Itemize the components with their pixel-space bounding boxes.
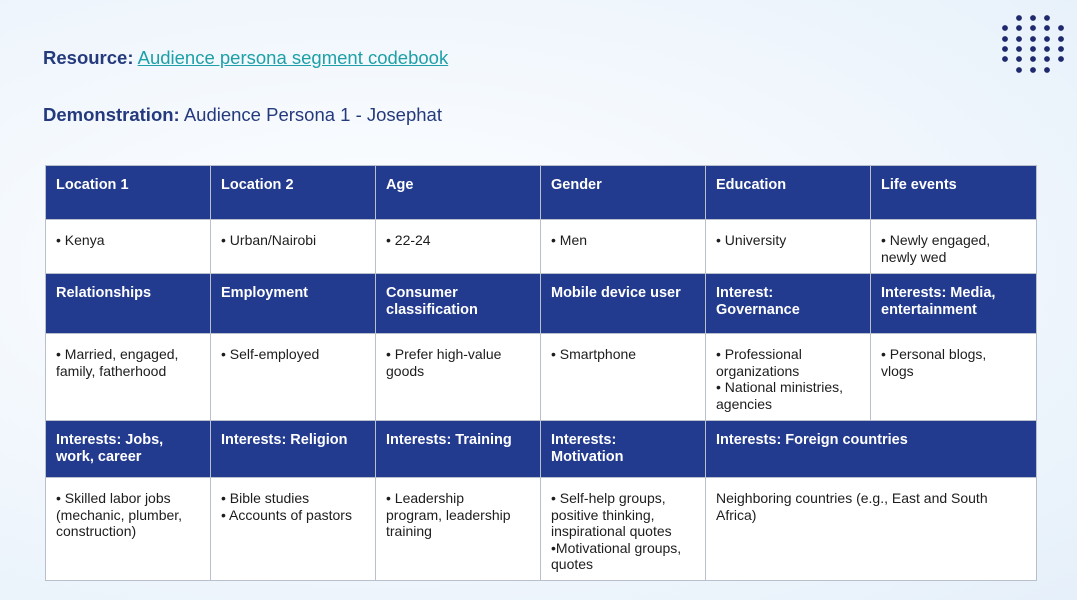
cell-line: training: [386, 523, 432, 539]
logo-dot: [1044, 36, 1050, 42]
cell-line: • Bible studies: [221, 490, 310, 506]
logo-dot: [1016, 46, 1022, 52]
cell-line: Mobile device user: [551, 285, 681, 301]
cell-line: • Married, engaged,: [56, 346, 179, 362]
dot-grid-logo-icon: [1001, 13, 1065, 75]
cell-line: Interests: Jobs,: [56, 432, 164, 448]
cell-line: Consumer: [386, 285, 458, 301]
cell-line: Interests: Training: [386, 432, 512, 448]
cell-line: (mechanic, plumber,: [56, 506, 183, 523]
cell-line: entertainment: [881, 301, 977, 318]
logo-dot: [1016, 56, 1022, 62]
logo-dot: [1044, 46, 1050, 52]
header-cell: Education: [706, 166, 871, 220]
cell-line: quotes: [551, 556, 594, 572]
cell-line: Interests: Religion: [221, 432, 348, 448]
logo-dot: [1030, 36, 1036, 42]
cell-line: • National ministries,: [716, 379, 844, 395]
logo-dot: [1016, 67, 1022, 73]
value-cell: [211, 478, 376, 581]
cell-line: • Newly engaged,: [881, 232, 991, 248]
header-cell: [706, 274, 871, 334]
cell-line: • Prefer high-value: [386, 346, 502, 362]
logo-dot: [1044, 25, 1050, 31]
value-row-2: [46, 334, 1037, 421]
value-cell: [706, 334, 871, 421]
value-cell: [376, 334, 541, 421]
cell-line: Neighboring countries (e.g., East and South: [716, 490, 988, 506]
header-cell: [376, 421, 541, 478]
cell-line: Governance: [716, 301, 800, 318]
header-cell: Age: [376, 166, 541, 220]
value-cell: [541, 478, 706, 581]
header-cell: [376, 274, 541, 334]
header-cell: [211, 274, 376, 334]
cell-line: inspirational quotes: [551, 523, 672, 539]
header-row-2: [46, 274, 1037, 334]
header-cell: Location 2: [211, 166, 376, 220]
logo-dot: [1030, 46, 1036, 52]
resource-label: Resource:: [43, 47, 134, 68]
header-row-3: [46, 421, 1037, 478]
demonstration-line: [43, 104, 442, 126]
logo-dot: [1030, 67, 1036, 73]
logo-dot: [1002, 36, 1008, 42]
cell-line: vlogs: [881, 362, 914, 379]
value-cell: [376, 220, 541, 274]
logo-dot: [1002, 25, 1008, 31]
cell-line: positive thinking,: [551, 506, 655, 523]
value-cell: [706, 220, 871, 274]
cell-line: • Personal blogs,: [881, 346, 987, 362]
cell-line: agencies: [716, 395, 773, 412]
value-cell: [541, 220, 706, 274]
logo-dot: [1058, 36, 1064, 42]
demonstration-title: Audience Persona 1 - Josephat: [183, 104, 442, 125]
header-cell: [46, 274, 211, 334]
value-cell: [706, 478, 1037, 581]
value-cell: [46, 334, 211, 421]
codebook-link[interactable]: Audience persona segment codebook: [137, 47, 449, 68]
logo-dot: [1002, 56, 1008, 62]
cell-line: • Men: [551, 232, 588, 248]
header-cell: [46, 421, 211, 478]
cell-line: Interest:: [716, 285, 774, 301]
cell-line: goods: [386, 362, 425, 379]
value-cell: [871, 220, 1037, 274]
resource-line: [43, 47, 448, 69]
header-cell: Life events: [871, 166, 1037, 220]
cell-line: Motivation: [551, 448, 624, 465]
cell-line: • Accounts of pastors: [221, 506, 352, 523]
cell-line: • Self-employed: [221, 346, 320, 362]
cell-line: Africa): [716, 506, 757, 523]
cell-line: program, leadership: [386, 506, 511, 523]
header-cell: Location 1: [46, 166, 211, 220]
header-cell: [706, 421, 1037, 478]
persona-table: [45, 165, 1037, 581]
cell-line: • Professional: [716, 346, 802, 362]
cell-line: organizations: [716, 362, 800, 379]
cell-line: Interests:: [551, 432, 617, 448]
cell-line: Interests: Media,: [881, 285, 996, 301]
header-cell: [871, 274, 1037, 334]
demonstration-label: Demonstration:: [43, 104, 180, 125]
cell-line: work, career: [56, 448, 142, 465]
logo-dot: [1058, 46, 1064, 52]
cell-line: • 22-24: [386, 232, 431, 248]
logo-dot: [1044, 67, 1050, 73]
logo-dot: [1030, 56, 1036, 62]
header-row-1: [46, 166, 1037, 220]
cell-line: Relationships: [56, 285, 152, 301]
logo-dot: [1030, 15, 1036, 21]
cell-line: • Kenya: [56, 232, 105, 248]
header-cell: Gender: [541, 166, 706, 220]
logo-dot: [1016, 15, 1022, 21]
cell-line: newly wed: [881, 248, 947, 265]
value-cell: [541, 334, 706, 421]
cell-line: • University: [716, 232, 787, 248]
value-cell: [871, 334, 1037, 421]
cell-line: •Motivational groups,: [551, 539, 682, 556]
cell-line: construction): [56, 523, 137, 539]
logo-dot: [1030, 25, 1036, 31]
logo-dot: [1002, 46, 1008, 52]
cell-line: • Skilled labor jobs: [56, 490, 171, 506]
value-row-3: [46, 478, 1037, 581]
cell-line: • Leadership: [386, 490, 465, 506]
cell-line: • Smartphone: [551, 346, 637, 362]
logo-dot: [1058, 56, 1064, 62]
cell-line: • Self-help groups,: [551, 490, 666, 506]
cell-line: family, fatherhood: [56, 362, 167, 379]
logo-dot: [1058, 25, 1064, 31]
cell-line: Interests: Foreign countries: [716, 432, 908, 448]
header-cell: [541, 274, 706, 334]
cell-line: Employment: [221, 285, 309, 301]
value-cell: [211, 334, 376, 421]
value-cell: [46, 478, 211, 581]
header-cell: [541, 421, 706, 478]
value-cell: [211, 220, 376, 274]
logo-dot: [1016, 36, 1022, 42]
logo-dot: [1016, 25, 1022, 31]
cell-line: • Urban/Nairobi: [221, 232, 317, 248]
header-cell: [211, 421, 376, 478]
value-row-1: [46, 220, 1037, 274]
cell-line: classification: [386, 301, 478, 318]
value-cell: [46, 220, 211, 274]
value-cell: [376, 478, 541, 581]
logo-dot: [1044, 15, 1050, 21]
logo-dot: [1044, 56, 1050, 62]
